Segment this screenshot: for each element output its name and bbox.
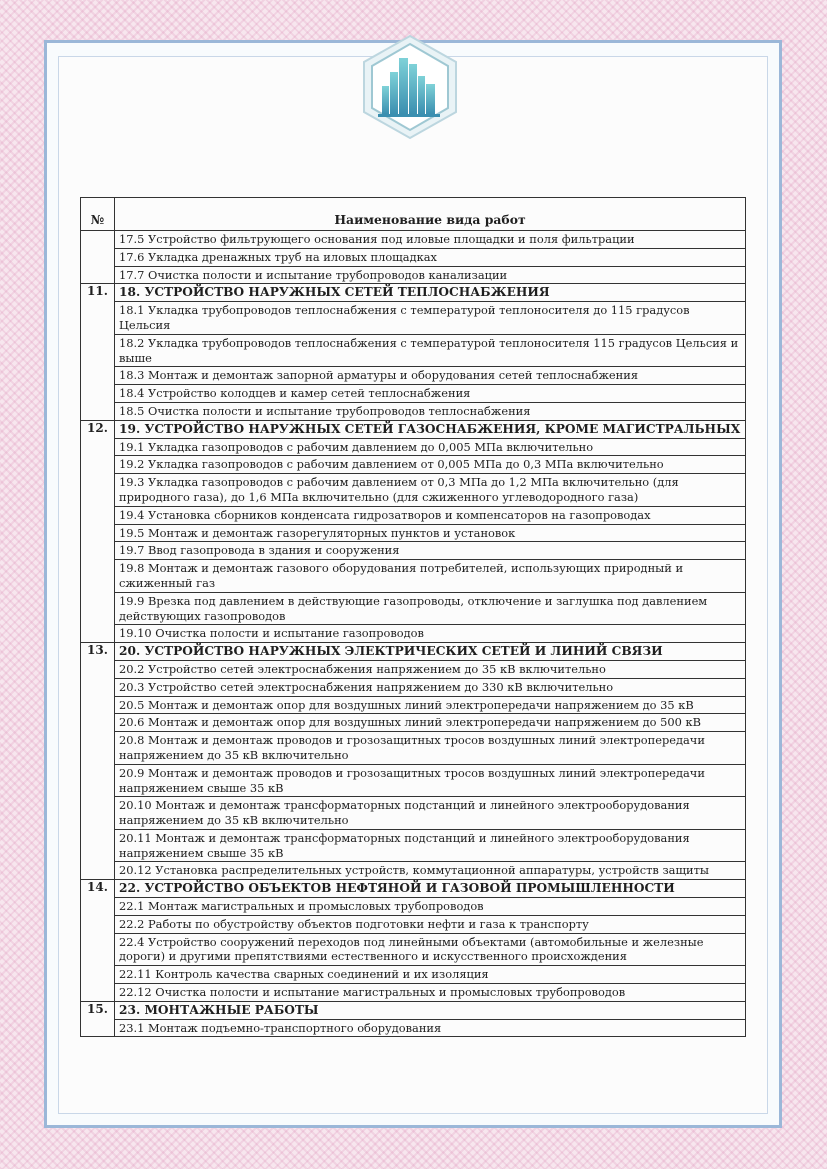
work-item: 18.1 Укладка трубопроводов теплоснабжения с температурой теплоносителя до 115 градусов Цельсия (115, 302, 745, 335)
section-title: 19. УСТРОЙСТВО НАРУЖНЫХ СЕТЕЙ ГАЗОСНАБЖЕНИЯ, КРОМЕ МАГИСТРАЛЬНЫХ (115, 421, 745, 439)
row-content (115, 420, 746, 642)
work-item: 19.10 Очистка полости и испытание газопроводов (119, 626, 424, 641)
work-item: 20.5 Монтаж и демонтаж опор для воздушных линий электропередачи напряжением до 35 кВ (115, 697, 745, 715)
table-row (81, 231, 746, 284)
section-title: 22. УСТРОЙСТВО ОБЪЕКТОВ НЕФТЯНОЙ И ГАЗОВОЙ ПРОМЫШЛЕННОСТИ (115, 880, 745, 898)
work-item: 20.10 Монтаж и демонтаж трансформаторных подстанций и линейного электрооборудования напряжением до 35 кВ включительно (115, 797, 745, 830)
work-item: 19.1 Укладка газопроводов с рабочим давлением до 0,005 МПа включительно (115, 439, 745, 457)
work-item: 17.7 Очистка полости и испытание трубопроводов канализации (119, 267, 508, 282)
work-item: 18.5 Очистка полости и испытание трубопроводов теплоснабжения (119, 403, 531, 418)
section-title: 20. УСТРОЙСТВО НАРУЖНЫХ ЭЛЕКТРИЧЕСКИХ СЕТЕЙ И ЛИНИЙ СВЯЗИ (115, 643, 745, 661)
work-item: 20.12 Установка распределительных устройств, коммутационной аппаратуры, устройств защиты (119, 863, 709, 878)
row-content (115, 880, 746, 1002)
work-item: 20.6 Монтаж и демонтаж опор для воздушных линий электропередачи напряжением до 500 кВ (115, 714, 745, 732)
work-item: 19.5 Монтаж и демонтаж газорегуляторных пунктов и установок (115, 525, 745, 543)
table-row (81, 284, 746, 420)
row-number: 12. (81, 420, 115, 642)
city-skyline-emblem (358, 34, 462, 140)
row-number: 15. (81, 1001, 115, 1037)
work-item: 22.11 Контроль качества сварных соединений и их изоляция (115, 966, 745, 984)
work-item: 22.2 Работы по обустройству объектов подготовки нефти и газа к транспорту (115, 916, 745, 934)
row-number (81, 231, 115, 284)
work-item: 18.3 Монтаж и демонтаж запорной арматуры и оборудования сетей теплоснабжения (115, 367, 745, 385)
table-row (81, 643, 746, 880)
row-number: 14. (81, 880, 115, 1002)
table-row (81, 880, 746, 1002)
work-item: 22.12 Очистка полости и испытание магистральных и промысловых трубопроводов (119, 985, 626, 1000)
work-item: 17.6 Укладка дренажных труб на иловых площадках (115, 249, 745, 267)
work-item: 19.7 Ввод газопровода в здания и сооружения (115, 542, 745, 560)
work-item: 17.5 Устройство фильтрующего основания под иловые площадки и поля фильтрации (115, 231, 745, 249)
work-item: 20.9 Монтаж и демонтаж проводов и грозозащитных тросов воздушных линий электропередачи напряжением свыше 35 кВ (115, 765, 745, 798)
work-item: 20.11 Монтаж и демонтаж трансформаторных подстанций и линейного электрооборудования напряжением свыше 35 кВ (115, 830, 745, 863)
section-title: 23. МОНТАЖНЫЕ РАБОТЫ (115, 1002, 745, 1020)
table-row (81, 420, 746, 642)
work-item: 20.8 Монтаж и демонтаж проводов и грозозащитных тросов воздушных линий электропередачи напряжением до 35 кВ включительно (115, 732, 745, 765)
row-number: 13. (81, 643, 115, 880)
work-item: 20.3 Устройство сетей электроснабжения напряжением до 330 кВ включительно (115, 679, 745, 697)
column-header-number: № (81, 198, 115, 231)
work-item: 20.2 Устройство сетей электроснабжения напряжением до 35 кВ включительно (115, 661, 745, 679)
column-header-work-type: Наименование вида работ (115, 198, 746, 231)
work-item: 18.2 Укладка трубопроводов теплоснабжения с температурой теплоносителя 115 градусов Цельсия и выше (115, 335, 745, 368)
row-content (115, 284, 746, 420)
works-table (80, 197, 746, 1037)
row-content (115, 1001, 746, 1037)
work-item: 19.2 Укладка газопроводов с рабочим давлением от 0,005 МПа до 0,3 МПа включительно (115, 456, 745, 474)
work-item: 19.8 Монтаж и демонтаж газового оборудования потребителей, использующих природный и сжиженный газ (115, 560, 745, 593)
section-title: 18. УСТРОЙСТВО НАРУЖНЫХ СЕТЕЙ ТЕПЛОСНАБЖЕНИЯ (115, 284, 745, 302)
work-item: 22.1 Монтаж магистральных и промысловых трубопроводов (115, 898, 745, 916)
work-item: 19.3 Укладка газопроводов с рабочим давлением от 0,3 МПа до 1,2 МПа включительно (для природного газа), до 1,6 МПа включительно (для сжиженного углеводородного газа) (115, 474, 745, 507)
work-item: 19.9 Врезка под давлением в действующие газопроводы, отключение и заглушка под давлением действующих газопроводов (115, 593, 745, 626)
table-row (81, 1001, 746, 1037)
work-item: 18.4 Устройство колодцев и камер сетей теплоснабжения (115, 385, 745, 403)
work-item: 19.4 Установка сборников конденсата гидрозатворов и компенсаторов на газопроводах (115, 507, 745, 525)
work-item: 23.1 Монтаж подъемно-транспортного оборудования (119, 1020, 442, 1035)
work-item: 22.4 Устройство сооружений переходов под линейными объектами (автомобильные и железные дороги) и другими препятствиями естественного и искусственного происхождения (115, 934, 745, 967)
row-content (115, 643, 746, 880)
row-number: 11. (81, 284, 115, 420)
row-content (115, 231, 746, 284)
